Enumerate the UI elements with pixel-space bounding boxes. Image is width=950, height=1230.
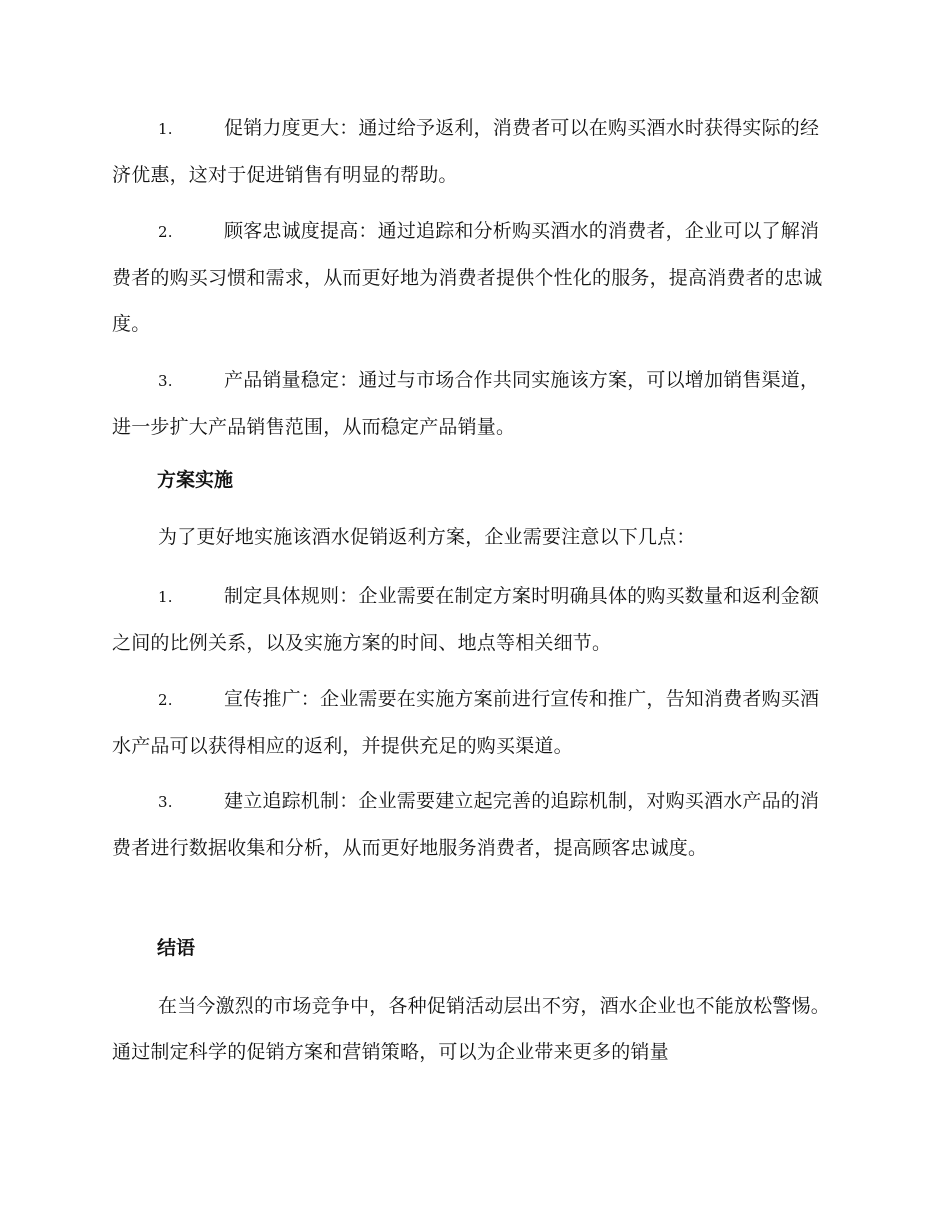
step-text-2: 宣传推广：企业需要在实施方案前进行宣传和推广，告知消费者购买酒水产品可以获得相应的返利，并提供充足的购买渠道。 bbox=[112, 688, 820, 757]
benefit-item-3 bbox=[112, 357, 838, 450]
implementation-heading: 方案实施 bbox=[157, 469, 234, 491]
benefit-text-2: 顾客忠诚度提高：通过追踪和分析购买酒水的消费者，企业可以了解消费者的购买习惯和需求，从而更好地为消费者提供个性化的服务，提高消费者的忠诚度。 bbox=[112, 220, 823, 335]
conclusion-heading: 结语 bbox=[157, 937, 196, 959]
conclusion-paragraph: 在当今激烈的市场竞争中，各种促销活动层出不穷，酒水企业也不能放松警惕。通过制定科学的促销方案和营销策略，可以为企业带来更多的销量 bbox=[112, 995, 831, 1063]
benefit-number-3: 3. bbox=[158, 372, 173, 390]
implementation-step-3 bbox=[112, 778, 838, 871]
benefit-number-2: 2. bbox=[158, 223, 173, 241]
implementation-step-2 bbox=[112, 676, 838, 769]
benefit-number-1: 1. bbox=[158, 120, 173, 138]
step-text-3: 建立追踪机制：企业需要建立起完善的追踪机制，对购买酒水产品的消费者进行数据收集和分析，从而更好地服务消费者，提高顾客忠诚度。 bbox=[112, 790, 820, 859]
implementation-step-1 bbox=[112, 573, 838, 666]
benefit-item-1 bbox=[112, 105, 838, 198]
step-number-3: 3. bbox=[158, 793, 173, 811]
benefit-item-2 bbox=[112, 208, 838, 347]
step-number-2: 2. bbox=[158, 691, 173, 709]
benefit-text-3: 产品销量稳定：通过与市场合作共同实施该方案，可以增加销售渠道，进一步扩大产品销售范围，从而稳定产品销量。 bbox=[112, 369, 820, 438]
implementation-intro: 为了更好地实施该酒水促销返利方案，企业需要注意以下几点： bbox=[158, 526, 696, 548]
step-text-1: 制定具体规则：企业需要在制定方案时明确具体的购买数量和返利金额之间的比例关系，以及实施方案的时间、地点等相关细节。 bbox=[112, 585, 820, 654]
benefit-text-1: 促销力度更大：通过给予返利，消费者可以在购买酒水时获得实际的经济优惠，这对于促进销售有明显的帮助。 bbox=[112, 117, 820, 186]
step-number-1: 1. bbox=[158, 588, 173, 606]
